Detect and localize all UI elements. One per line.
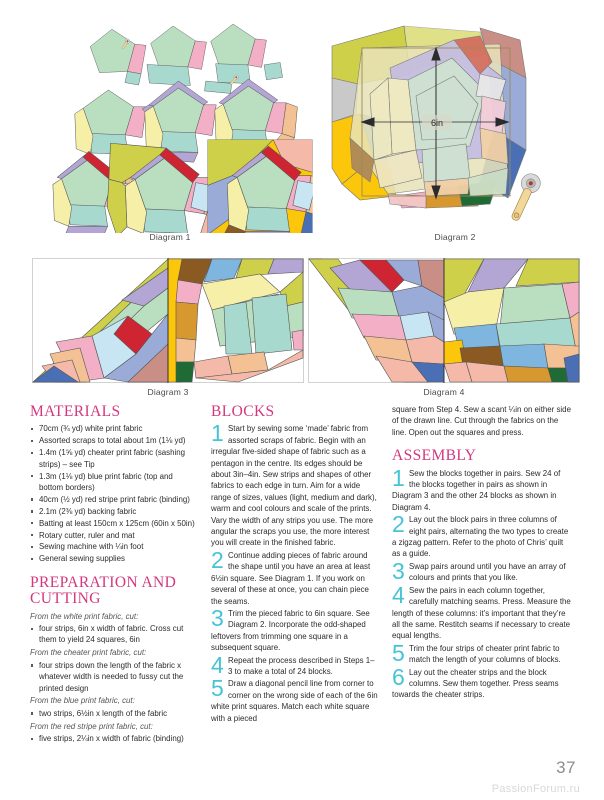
step-number: 5 (211, 675, 224, 702)
cut-source-label: From the red stripe print fabric, cut: (30, 721, 153, 731)
step-number: 3 (392, 557, 405, 584)
cut-list (30, 708, 197, 719)
step-item (392, 639, 573, 666)
diagram-2-illustration (330, 18, 580, 230)
step-number: 2 (392, 511, 405, 538)
step-item (211, 675, 378, 724)
site-watermark: PassionForum.ru (491, 783, 580, 795)
step-text: Swap pairs around until you have an array of colours and prints that you like. (409, 561, 566, 583)
step-item (211, 420, 378, 548)
step-text: Trim the pieced fabric to 6in square. See Diagram 2. Incorporate the odd-shaped leftovers from trimming one square in a subsequent square. (211, 608, 370, 653)
step-text: Lay out the cheater strips and the block columns. Sew them together. Press seams towards the cheater strips. (392, 667, 559, 700)
step-number: 4 (211, 651, 224, 678)
list-item: Assorted scraps to total about 1m (1⅛ yd) (30, 435, 197, 446)
step-item (211, 651, 378, 678)
diagram-4-illustration (308, 258, 580, 383)
list-item: 1.3m (1⅛ yd) blue print fabric (top and bottom borders) (30, 471, 197, 494)
step-text: Repeat the process described in Steps 1–3 to make a total of 24 blocks. (228, 655, 375, 676)
step-item (211, 546, 378, 607)
column-assembly (392, 404, 573, 764)
step-item (392, 663, 573, 701)
list-item: 2.1m (2⅜ yd) backing fabric (30, 506, 197, 517)
step-number: 1 (392, 464, 405, 491)
step-number: 1 (211, 420, 224, 447)
assembly-heading: ASSEMBLY (392, 447, 477, 465)
step-number: 4 (392, 581, 405, 608)
diagram-3-caption: Diagram 3 (147, 387, 189, 397)
step-number: 2 (211, 546, 224, 573)
step-text: Start by sewing some ‘made’ fabric from assorted scraps of fabric. Begin with an irregular five-sided shape of fabric such as a pentagon in the centre. Its edges should be about 3in–4in. Sew strips and shapes of other fabrics to each edge in turn. Aim for a wide range of sizes, values (light, medium and dark), warm and cool colours and scale of the prints. Vary the width of any strips you use. The more angular the scraps you use, the more interest you will create in the finished fabric. (211, 424, 377, 548)
cut-source-label: From the cheater print fabric, cut: (30, 648, 147, 658)
step-number: 3 (211, 604, 224, 631)
step-number: 6 (392, 663, 405, 690)
step-item (392, 464, 573, 514)
step-text: Sew the pairs in each column together, carefully matching seams. Press. Measure the length of these columns: it’s important that they’re all the same. Restitch seams if necessary to create equal lengths. (392, 585, 571, 641)
preparation-heading: PREPARATION AND CUTTING (30, 573, 177, 608)
step-text: Trim the four strips of cheater print fabric to match the length of your columns of blocks. (409, 643, 561, 665)
step-item (392, 557, 573, 584)
step-text: Lay out the block pairs in three columns of eight pairs, alternating the two types to create a zigzag pattern. Refer to the photo of Chris’ quilt as a guide. (392, 515, 569, 559)
cut-list (30, 623, 197, 646)
instruction-columns (0, 404, 604, 764)
step-text: Draw a diagonal pencil line from corner to corner on the wrong side of each of the 6in white print squares. Match each white square with a pieced (211, 679, 378, 723)
blocks-heading: BLOCKS (211, 403, 275, 420)
list-item: 70cm (¾ yd) white print fabric (30, 423, 197, 434)
diagram-1-illustration (32, 18, 332, 233)
step-text: Sew the blocks together in pairs. Sew 24 of the blocks together in pairs as shown in Diagram 3 and the other 24 blocks as shown in Diagram 4. (392, 468, 561, 512)
diagram-1-caption: Diagram 1 (149, 232, 191, 242)
list-item: General sewing supplies (30, 553, 197, 564)
diagram-3-illustration (32, 258, 304, 383)
cut-list (30, 733, 197, 744)
materials-heading: MATERIALS (30, 403, 121, 420)
cut-source-label: From the white print fabric, cut: (30, 611, 139, 621)
list-item: Rotary cutter, ruler and mat (30, 530, 197, 541)
blocks-continuation-text: square from Step 4. Sew a scant ¼in on either side of the drawn line. Cut through the fabrics on the line. Open out the squares and press. (392, 405, 571, 437)
materials-list (30, 423, 197, 564)
page-number: 37 (556, 758, 576, 777)
step-number: 5 (392, 639, 405, 666)
step-item (392, 581, 573, 642)
diagram-2-caption: Diagram 2 (434, 232, 476, 242)
list-item: four strips, 6in x width of fabric. Cross cut them to yield 24 squares, 6in (30, 623, 197, 646)
list-item: Sewing machine with ¼in foot (30, 541, 197, 552)
step-item (211, 604, 378, 654)
list-item: 1.4m (1⅝ yd) cheater print fabric (sashing strips) – see Tip (30, 447, 197, 470)
step-text: Continue adding pieces of fabric around the shape until you have an area at least 6½in square. See Diagram 1. If you work on several of these at once, you can chain piece the seams. (211, 550, 371, 606)
list-item: 40cm (½ yd) red stripe print fabric (binding) (30, 494, 197, 505)
list-item: Batting at least 150cm x 125cm (60in x 50in) (30, 518, 197, 529)
list-item: two strips, 6½in x length of the fabric (30, 708, 197, 719)
list-item: four strips down the length of the fabric x whatever width is needed to fussy cut the printed design (30, 660, 197, 694)
diagram-2-dimension-label: 6in (430, 118, 444, 128)
column-materials (30, 404, 211, 764)
step-item (392, 511, 573, 560)
list-item: five strips, 2¼in x width of fabric (binding) (30, 733, 197, 744)
cut-list (30, 660, 197, 694)
diagram-4-caption: Diagram 4 (423, 387, 465, 397)
column-blocks (211, 404, 392, 764)
cut-source-label: From the blue print fabric, cut: (30, 696, 135, 706)
